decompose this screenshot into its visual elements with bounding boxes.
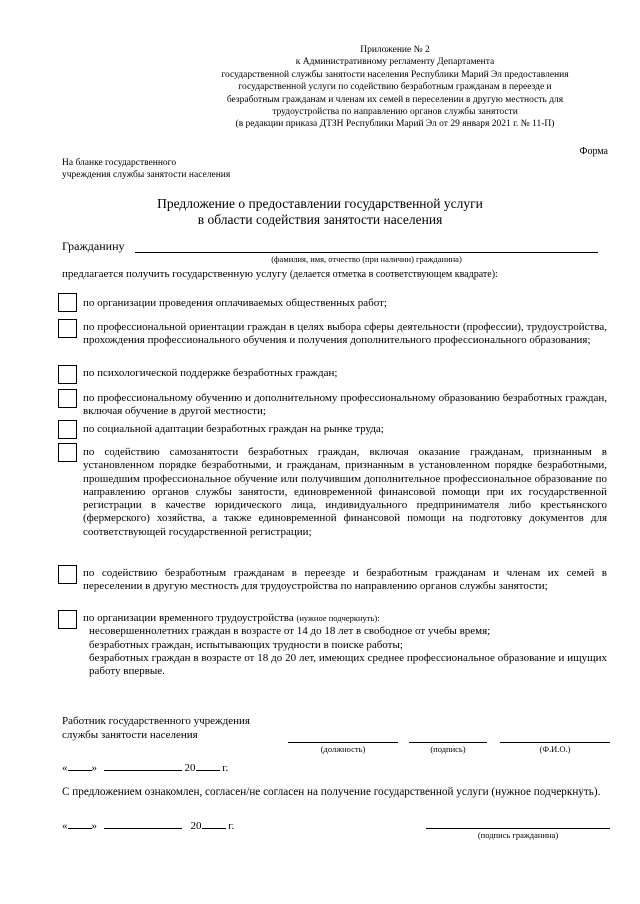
header-line: государственной услуги по содействию безработным гражданам в переезде и	[238, 82, 552, 93]
service-checkbox[interactable]	[58, 420, 77, 439]
service-checkbox[interactable]	[58, 565, 77, 584]
month-field[interactable]	[104, 818, 182, 829]
header-line: трудоустройства по направлению органов службы занятости	[272, 107, 518, 118]
service-item: по содействию самозанятости безработных граждан, включая оказание гражданам, признанным в установленном порядке безработными, и гражданам, признанным в установленном порядке безработными, прошедшим профессиональное обучение или получившим дополнительное профессиональное образование по направлению органов службы занятости, единовременной финансовой помощи при их государственной регистрации в качестве юридического лица, индивидуального предпринимателя либо крестьянского (фермерского) хозяйства, а также единовременной финансовой помощи на подготовку документов для соответствующей государственной регистрации;	[83, 446, 607, 538]
year-suffix: г.	[228, 820, 235, 832]
letterhead-line: учреждения службы занятости населения	[62, 170, 231, 180]
date-close-quote: »	[91, 762, 97, 774]
service-item: по профессиональному обучению и дополнительному профессиональному образованию безработных граждан, включая обучение в другой местности;	[83, 392, 607, 418]
full-name-field[interactable]	[500, 742, 610, 743]
offer-main: предлагается получить государственную услугу	[62, 268, 288, 280]
date-open-quote: «	[62, 820, 68, 832]
letterhead-note	[62, 157, 230, 181]
header-line: безработным гражданам и членам их семей в переселении в другую местность для	[226, 94, 564, 105]
worker-date	[62, 760, 228, 774]
signature-caption: (подпись)	[430, 744, 466, 754]
header-line: к Административному регламенту Департамента	[295, 57, 495, 68]
title-line: в области содействия занятости населения	[197, 212, 443, 227]
date-close-quote: »	[91, 820, 97, 832]
header-line: Приложение № 2	[360, 45, 430, 55]
temp-employment-item	[83, 612, 607, 678]
offer-text	[62, 268, 498, 280]
citizen-signature-field[interactable]	[426, 828, 610, 829]
appendix-header	[180, 44, 610, 131]
service-checkbox[interactable]	[58, 319, 77, 338]
year-field[interactable]	[196, 760, 220, 771]
form-label: Форма	[579, 146, 608, 157]
citizen-label: Гражданину	[62, 239, 125, 253]
position-field[interactable]	[288, 742, 398, 743]
header-line: (в редакции приказа ДТЗН Республики Марий Эл от 29 января 2021 г. № 11-П)	[235, 119, 555, 130]
year-prefix: 20	[190, 820, 202, 832]
citizen-signature-caption: (подпись гражданина)	[477, 830, 559, 840]
service-checkbox[interactable]	[58, 443, 77, 462]
agreement-text: С предложением ознакомлен, согласен/не согласен на получение государственной услуги (нужное подчеркнуть).	[62, 786, 601, 798]
year-field[interactable]	[202, 818, 226, 829]
day-field[interactable]	[68, 760, 92, 771]
temp-employment-text: по организации временного трудоустройства	[83, 612, 294, 624]
position-caption: (должность)	[320, 744, 366, 754]
signature-field[interactable]	[409, 742, 487, 743]
service-checkbox[interactable]	[58, 365, 77, 384]
letterhead-line: На бланке государственного	[62, 158, 177, 168]
temp-employment-option[interactable]: безработных граждан, испытывающих трудности в поиске работы;	[89, 638, 403, 651]
worker-label	[62, 715, 250, 742]
temp-employment-option[interactable]: несовершеннолетних граждан в возрасте от 14 до 18 лет в свободное от учебы время;	[89, 625, 491, 638]
service-checkbox[interactable]	[58, 293, 77, 312]
offer-note: (делается отметка в соответствующем квадрате):	[289, 269, 498, 280]
document-title	[0, 196, 640, 228]
month-field[interactable]	[104, 760, 182, 771]
year-suffix: г.	[222, 762, 229, 774]
header-line: государственной службы занятости населения Республики Марий Эл предоставления	[221, 69, 569, 80]
temp-employment-option[interactable]: безработных граждан в возрасте от 18 до 20 лет, имеющих среднее профессиональное образование и ищущих работу впервые.	[89, 651, 607, 678]
service-item: по социальной адаптации безработных граждан на рынке труда;	[83, 423, 384, 435]
worker-line: службы занятости населения	[62, 728, 198, 741]
temp-employment-note: (нужное подчеркнуть):	[296, 613, 380, 623]
year-prefix: 20	[184, 762, 196, 774]
service-checkbox[interactable]	[58, 389, 77, 408]
citizen-name-caption: (фамилия, имя, отчество (при наличии) гражданина)	[271, 254, 462, 264]
date-open-quote: «	[62, 762, 68, 774]
service-item: по содействию безработным гражданам в переезде и безработным гражданам и членам их семей в переселении в другую местность для трудоустройства по направлению органов службы занятости;	[83, 567, 607, 593]
service-item: по организации проведения оплачиваемых общественных работ;	[83, 297, 387, 309]
citizen-name-field[interactable]	[135, 252, 598, 253]
service-item: по профессиональной ориентации граждан в целях выбора сферы деятельности (профессии), трудоустройства, прохождения профессионального обучения и получения дополнительного профессионального образования;	[83, 321, 607, 347]
service-checkbox[interactable]	[58, 610, 77, 629]
service-item: по психологической поддержке безработных граждан;	[83, 367, 338, 379]
full-name-caption: (Ф.И.О.)	[539, 744, 571, 754]
worker-line: Работник государственного учреждения	[62, 715, 250, 727]
day-field[interactable]	[68, 818, 92, 829]
citizen-date	[62, 818, 234, 832]
title-line: Предложение о предоставлении государственной услуги	[157, 196, 483, 211]
